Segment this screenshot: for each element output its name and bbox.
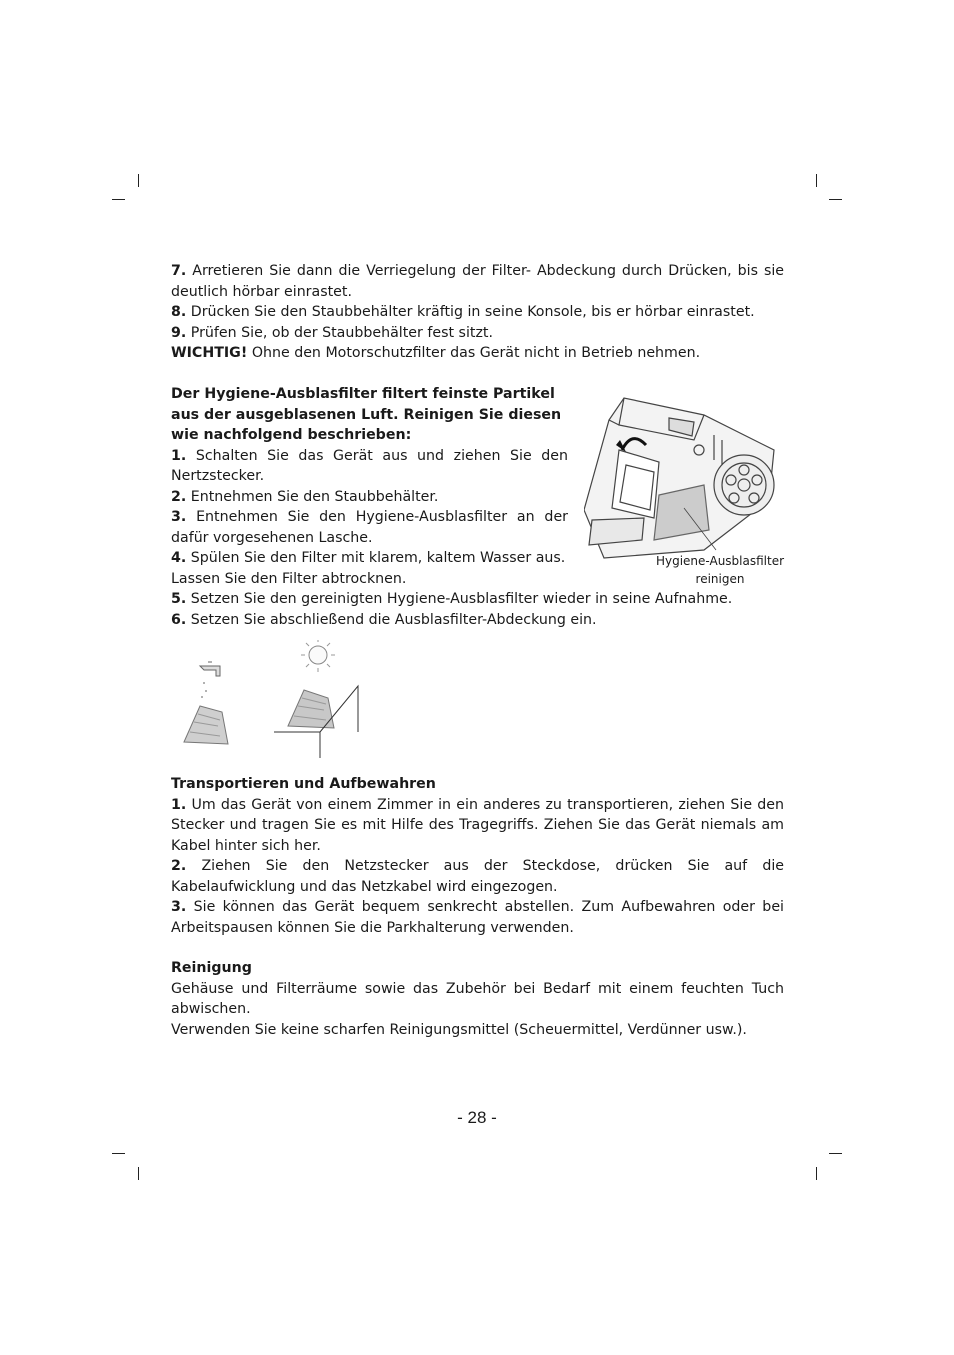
crop-mark <box>829 1153 842 1154</box>
filter-icon <box>184 706 228 744</box>
filter-icon <box>288 690 334 728</box>
crop-mark <box>138 174 139 187</box>
page-number: - 28 - <box>457 1108 497 1127</box>
sun-icon <box>309 646 327 664</box>
hygiene-section <box>171 384 568 589</box>
crop-mark <box>816 1167 817 1180</box>
step-item: 7. Arretieren Sie dann die Verriegelung der Filter- Abdeckung durch Drücken, bis sie deutlich hörbar einrastet. <box>171 263 785 300</box>
transport-heading: Transportieren und Aufbewahren <box>171 776 436 792</box>
faucet-icon <box>200 666 220 676</box>
step-item: 6. Setzen Sie abschließend die Ausblasfilter-Abdeckung ein. <box>171 611 597 628</box>
cleaning-section <box>171 958 784 1040</box>
transport-section <box>171 774 784 938</box>
step-item: 5. Setzen Sie den gereinigten Hygiene-Ausblasfilter wieder in seine Aufnahme. <box>171 591 733 607</box>
section-steps-7-9 <box>171 261 784 364</box>
step-item: 8. Drücken Sie den Staubbehälter kräftig in seine Konsole, bis er hörbar einrastet. <box>171 304 755 320</box>
crop-mark <box>112 199 125 200</box>
step-item: 4. Spülen Sie den Filter mit klarem, kaltem Wasser aus. Lassen Sie den Filter abtrocknen. <box>171 550 566 587</box>
hygiene-steps-5-6 <box>171 589 784 630</box>
figure-caption: Hygiene-Ausblasfilter reinigen <box>655 554 785 586</box>
warning-note: WICHTIG! Ohne den Motorschutzfilter das Gerät nicht in Betrieb nehmen. <box>171 345 701 361</box>
crop-mark <box>829 199 842 200</box>
filter-wash-dry-illustration <box>170 640 370 762</box>
cleaning-heading: Reinigung <box>171 960 252 976</box>
crop-mark <box>816 174 817 187</box>
step-item: 2. Entnehmen Sie den Staubbehälter. <box>171 488 439 505</box>
cleaning-text: Gehäuse und Filterräume sowie das Zubehör bei Bedarf mit einem feuchten Tuch abwischen. <box>171 980 784 1017</box>
step-item: 2. Ziehen Sie den Netzstecker aus der Steckdose, drücken Sie auf die Kabelaufwicklung und das Netzkabel wird eingezogen. <box>171 858 785 895</box>
step-item: 3. Entnehmen Sie den Hygiene-Ausblasfilter an der dafür vorgesehenen Lasche. <box>171 509 568 546</box>
step-item: 1. Um das Gerät von einem Zimmer in ein anderes zu transportieren, ziehen Sie den Stecker und tragen Sie es mit Hilfe des Tragegriffs. Ziehen Sie das Gerät niemals am Kabel hinter sich her. <box>171 796 784 854</box>
step-item: 1. Schalten Sie das Gerät aus und ziehen Sie den Nertzstecker. <box>171 447 568 484</box>
step-item: 3. Sie können das Gerät bequem senkrecht abstellen. Zum Aufbewahren oder bei Arbeitspausen können Sie die Parkhalterung verwenden. <box>171 899 784 936</box>
hygiene-heading: Der Hygiene-Ausblasfilter filtert feinste Partikel aus der ausgeblasenen Luft. Reinigen Sie diesen wie nachfolgend beschrieben: <box>171 386 562 443</box>
crop-mark <box>112 1153 125 1154</box>
crop-mark <box>138 1167 139 1180</box>
cleaning-text: Verwenden Sie keine scharfen Reinigungsmittel (Scheuermittel, Verdünner usw.). <box>171 1021 747 1038</box>
step-item: 9. Prüfen Sie, ob der Staubbehälter fest sitzt. <box>171 324 493 341</box>
